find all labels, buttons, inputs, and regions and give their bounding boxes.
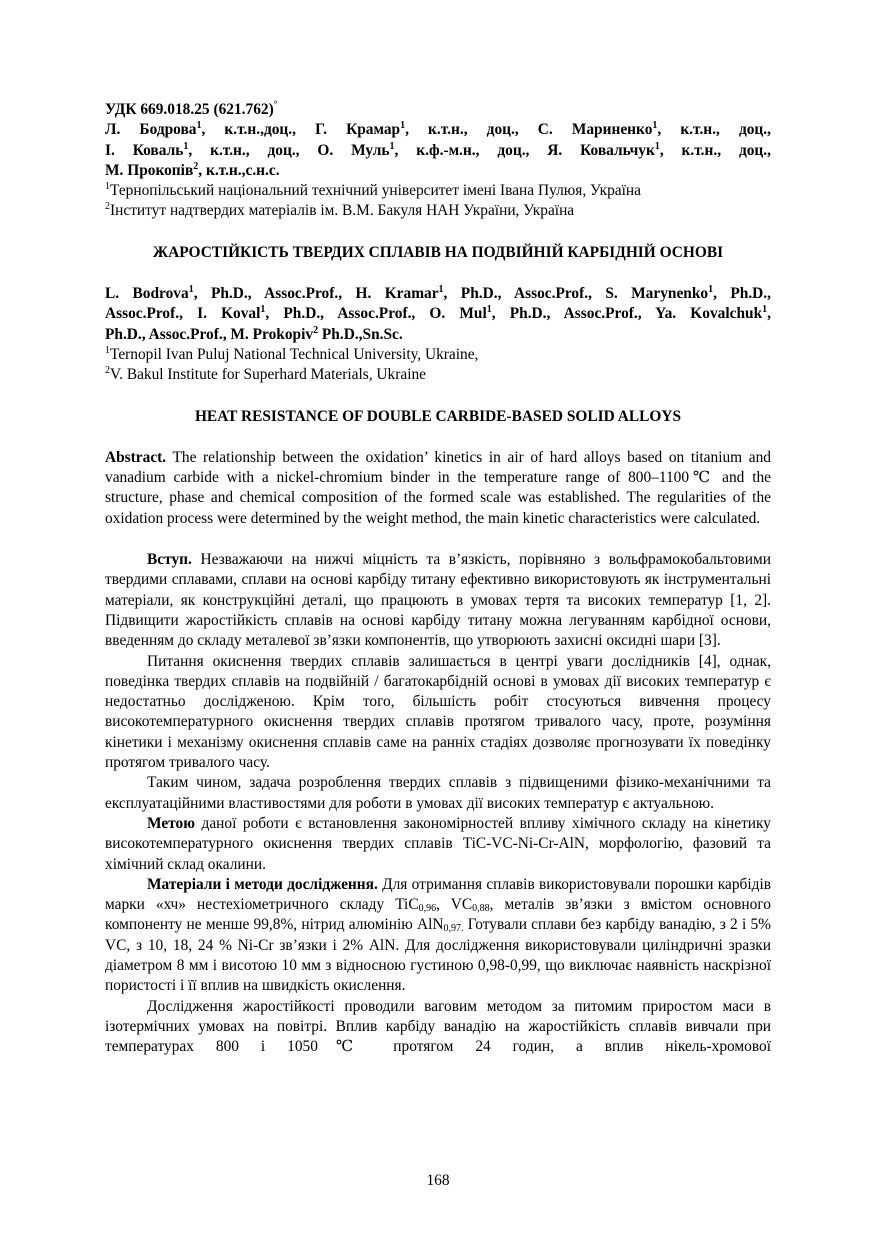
superscript: 1 bbox=[183, 140, 189, 152]
text-run: , к.т.н.,доц., Г. Крамар bbox=[201, 121, 401, 139]
superscript: 1 bbox=[188, 284, 194, 296]
superscript: 1 bbox=[438, 284, 444, 296]
superscript: 1 bbox=[486, 304, 492, 316]
text-run: , к.т.н., доц., С. Мариненко bbox=[405, 121, 653, 139]
intro-label: Вступ. bbox=[147, 551, 192, 569]
authors-en-line1 bbox=[105, 284, 771, 304]
text-run: , к.ф.-м.н., доц., Я. Ковальчук bbox=[394, 141, 655, 159]
text-run: , bbox=[767, 305, 771, 323]
intro-paragraph-1: Вступ. Незважаючи на нижчі міцність та в’язкість, порівняно з вольфрамокобальтовими твердими сплавами, сплави на основі карбіду титану ефективно використовують як інструментальні матеріали, як конструкційні деталі, що працюють в умовах тертя та високих температур [1, 2]. Підвищити жаростійкість сплавів на основі карбіду титану можна легуванням карбідної основи, введенням до складу металевої зв’язки компонентів, що утворюють захисні оксидні шари [3]. bbox=[105, 551, 771, 650]
title-ua: ЖАРОСТІЙКІСТЬ ТВЕРДИХ СПЛАВІВ НА ПОДВІЙНІЙ КАРБІДНІЙ ОСНОВІ bbox=[152, 243, 724, 261]
methods-paragraph-2: Дослідження жаростійкості проводили ваговим методом за питомим приростом маси в ізотермічних умовах на повітрі. Вплив карбіду ванадію на жаростійкість сплавів вивчали при температурах 800 і 1050℃ протягом 24 годин, а вплив нікель-хромової bbox=[105, 997, 771, 1056]
superscript: 1 bbox=[762, 304, 768, 316]
affiliations-ua bbox=[105, 181, 771, 222]
superscript: 1 bbox=[260, 304, 266, 316]
intro-paragraph-3: Таким чином, задача розроблення твердих сплавів з підвищеними фізико-механічними та експлуатаційними властивостями для роботи в умовах дії високих температур є актуальною. bbox=[105, 774, 771, 812]
methods-paragraph-1 bbox=[105, 875, 771, 997]
subscript: 0,96 bbox=[418, 903, 437, 915]
text-run: , Ph.D., Assoc.Prof., S. Marynenko bbox=[443, 285, 709, 303]
methods-text bbox=[105, 876, 771, 994]
methods-label: Матеріали і методи дослідження. bbox=[147, 875, 378, 893]
text-run: Ph.D.,Sn.Sc. bbox=[318, 325, 403, 343]
text-run: Assoc.Prof., I. Koval bbox=[105, 305, 261, 323]
subscript: 0,97. bbox=[443, 923, 464, 935]
page-number: 168 bbox=[426, 1172, 450, 1189]
superscript: 1 bbox=[400, 120, 406, 132]
affiliation-en-2: $^2$V. Bakul Institute for Superhard Materials, Ukraine bbox=[105, 365, 427, 384]
affiliations-en bbox=[105, 345, 771, 386]
authors-ua-line1 bbox=[105, 120, 771, 140]
text-run: , VC bbox=[436, 896, 473, 914]
text-run: Для отримання сплавів використовували порошки карбідів марки «хч» нестехіометричного складу TiC bbox=[105, 875, 771, 914]
text-run: , Ph.D., Assoc.Prof., O. Mul bbox=[265, 305, 487, 323]
paper-page bbox=[105, 100, 771, 1057]
text-run: , к.т.н., доц., bbox=[657, 121, 771, 139]
title-en: HEAT RESISTANCE OF DOUBLE CARBIDE-BASED SOLID ALLOYS bbox=[194, 407, 682, 425]
abstract-text: The relationship between the oxidation’ kinetics in air of hard alloys based on titanium and vanadium carbide with a nickel-chromium binder in the temperature range of 800–1100℃ and the structure, phase and chemical composition of the formed scale was established. The regularities of the oxidation process were determined by the weight method, the main kinetic characteristics were calculated. bbox=[105, 448, 771, 527]
superscript: 2 bbox=[193, 160, 199, 172]
text-run: І. Коваль bbox=[105, 141, 184, 159]
text-run: Л. Бодрова bbox=[105, 121, 197, 139]
superscript: 1 bbox=[654, 140, 660, 152]
superscript: 1 bbox=[196, 120, 202, 132]
degree-mark: ° bbox=[273, 99, 278, 109]
aim-paragraph: Метою даної роботи є встановлення закономірностей впливу хімічного складу на кінетику високотемпературного окиснення твердих сплавів TiC-VC-Ni-Cr-AlN, морфологію, фазовий та хімічний склад окалини. bbox=[105, 814, 771, 873]
abstract bbox=[105, 448, 771, 529]
authors-en-line3 bbox=[105, 325, 771, 345]
text-run: , к.т.н.,с.н.с. bbox=[198, 161, 280, 179]
abstract-label: Abstract. bbox=[105, 448, 167, 466]
authors-ua-line2 bbox=[105, 141, 771, 161]
authors-en-line2 bbox=[105, 304, 771, 324]
text-run: Готували сплави без карбіду ванадію, з 2 і 5% VC, з 10, 18, 24 % Ni-Cr зв’язки і 2% AlN. Для дослідження використовували циліндричні зразки діаметром 8 мм і висотою 10 мм з відносною густиною 0,98-0,99, що виключає наявність наскрізної пористості і її вплив на швидкість окислення. bbox=[105, 916, 771, 995]
text-run: , металів зв’язки з вмістом основного компоненту не менше 99,8%, нітрид алюмінію AlN bbox=[105, 896, 771, 934]
affiliation-en-1: $^1$Ternopil Ivan Puluj National Technical University, Ukraine, bbox=[105, 344, 479, 363]
text-run: , к.т.н., доц., bbox=[659, 141, 771, 159]
affiliation-ua-1: $^1$Тернопільський національний технічний університет імені Івана Пулюя, Україна bbox=[105, 181, 641, 200]
text-run: Ph.D., Assoc.Prof., M. Prokopiv bbox=[105, 325, 314, 343]
text-run: , Ph.D., bbox=[713, 285, 771, 303]
udk-code: УДК 669.018.25 (621.762)° bbox=[105, 99, 278, 118]
superscript: 1 bbox=[652, 120, 658, 132]
text-run: , Ph.D., Assoc.Prof., H. Kramar bbox=[193, 285, 439, 303]
text-run: М. Прокопів bbox=[105, 161, 194, 179]
subscript: 0,88 bbox=[472, 903, 490, 915]
intro-paragraph-2: Питання окиснення твердих сплавів залишається в центрі уваги дослідників [4], однак, поведінка твердих сплавів на подвійній / багатокарбідній основі в умовах дії високих температур є недостатньо дослідженою. Крім того, більшість робіт стосуються вивчення процесу високотемпературного окиснення твердих сплавів протягом тривалого часу, проте, розуміння кінетики і механізму окиснення сплавів саме на ранніх стадіях дозволяє прогнозувати їх поведінку протягом тривалого часу. bbox=[105, 652, 771, 772]
text-run: , Ph.D., Assoc.Prof., Ya. Kovalchuk bbox=[491, 305, 763, 323]
superscript: 1 bbox=[389, 140, 395, 152]
superscript: 2 bbox=[313, 324, 319, 336]
text-run: L. Bodrova bbox=[105, 285, 189, 303]
superscript: 1 bbox=[708, 284, 714, 296]
aim-label: Метою bbox=[147, 814, 195, 832]
authors-ua-line3 bbox=[105, 161, 771, 181]
text-run: , к.т.н., доц., О. Муль bbox=[188, 141, 390, 159]
affiliation-ua-2: $^2$Інститут надтвердих матеріалів ім. В.М. Бакуля НАН України, Україна bbox=[105, 201, 575, 220]
